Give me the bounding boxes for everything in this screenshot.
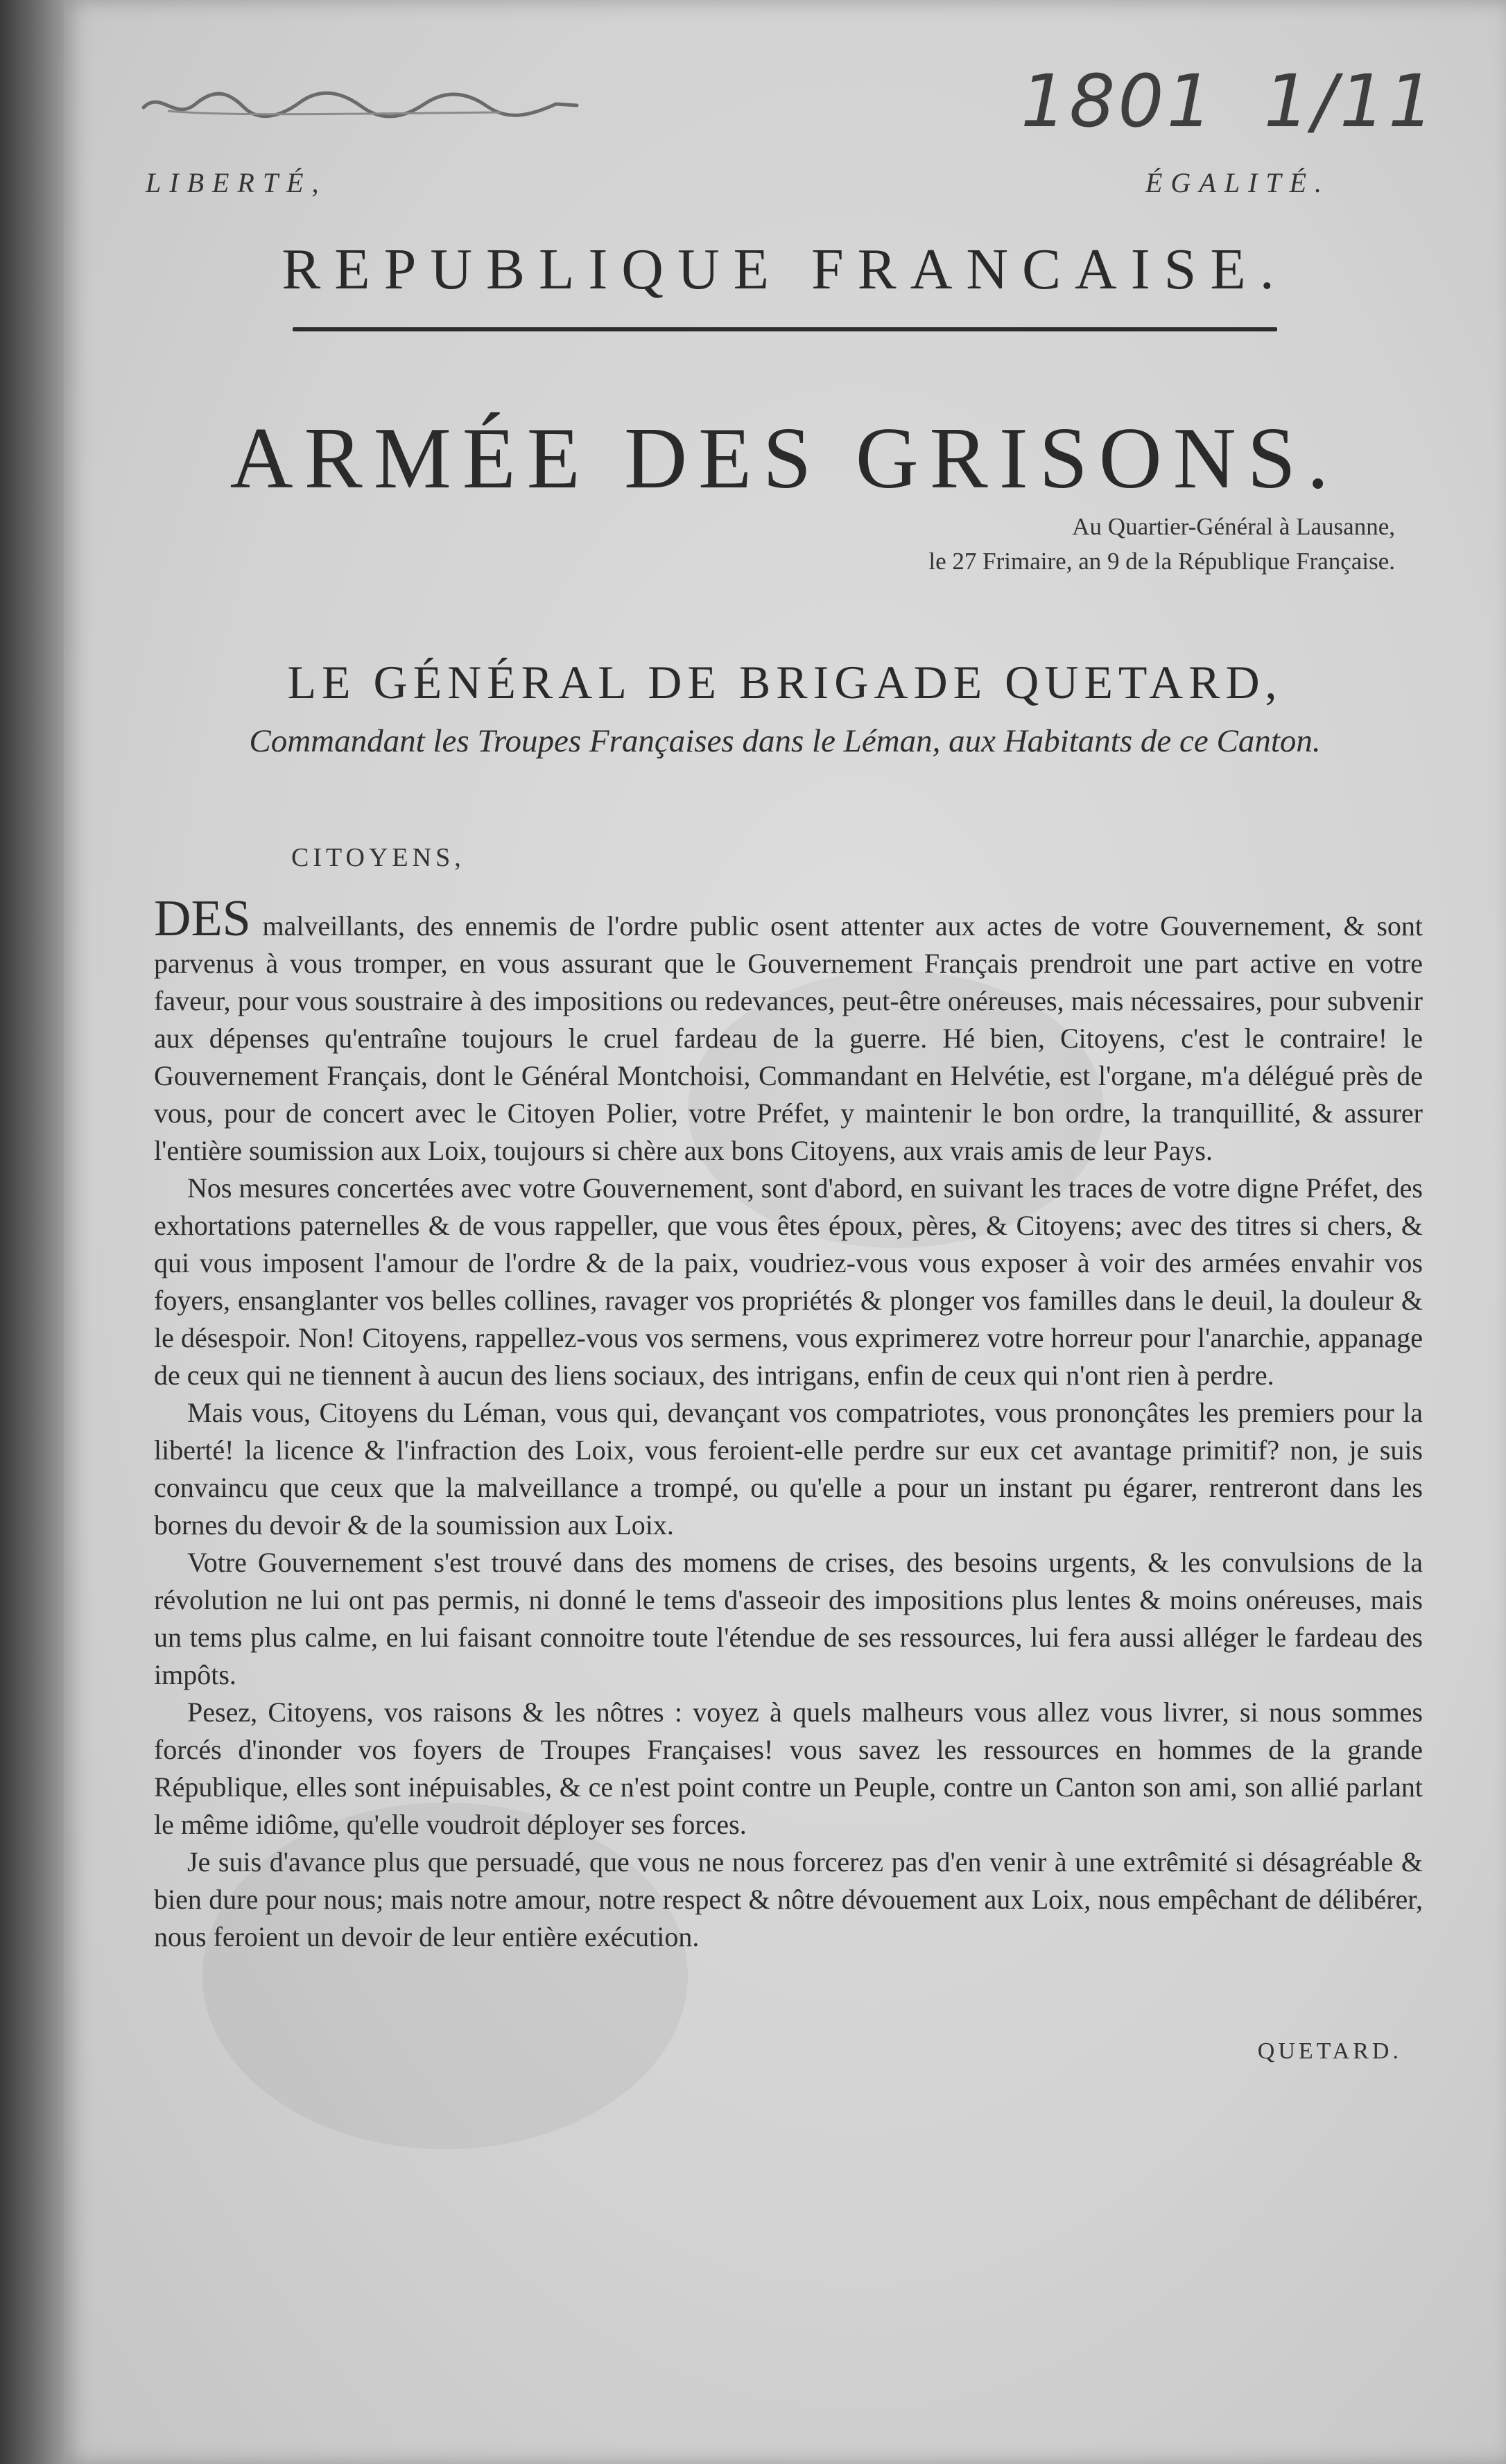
motto-liberte: LIBERTÉ,	[146, 167, 327, 198]
paragraph-1	[154, 890, 1423, 1170]
paragraph-5: Pesez, Citoyens, vos raisons & les nôtres : voyez à quels malheurs vous allez vous livrer, si nous sommes forcés d'inonder vos foyers de Troupes Françaises! vous savez les ressources en hommes de la grande République, elles sont inépuisables, & ce n'est point contre un Peuple, contre un Canton son ami, son allié parlant le même idiôme, qu'elle voudroit déployer ses forces.	[154, 1697, 1423, 1840]
author-title: LE GÉNÉRAL DE BRIGADE QUETARD,	[287, 656, 1283, 709]
paragraph-1-text: malveillants, des ennemis de l'ordre public osent attenter aux actes de votre Gouvernement, & sont parvenus à vous tromper, en vous assurant que le Gouvernement Français prendroit une part active en votre faveur, pour vous soustraire à des impositions ou redevances, peut-être onéreuses, mais nécessaires, pour subvenir aux dépenses qu'entraîne toujours le cruel fardeau de la guerre. Hé bien, Citoyens, c'est le contraire! le Gouvernement Français, dont le Général Montchoisi, Commandant en Helvétie, est l'organe, m'a délégué près de vous, pour de concert avec le Citoyen Polier, votre Préfet, y maintenir le bon ordre, la tranquillité, & assurer l'entière soumission aux Loix, toujours si chère aux bons Citoyens, aux vrais amis de leur Pays.	[154, 910, 1423, 1166]
greeting: CITOYENS,	[291, 843, 465, 872]
location-line-1: Au Quartier-Général à Lausanne,	[1072, 513, 1395, 540]
faded-handwriting	[140, 83, 584, 125]
paragraph-3: Mais vous, Citoyens du Léman, vous qui, devançant vos compatriotes, vous prononçâtes les premiers pour la liberté! la licence & l'infraction des Loix, vous feroient-elle perdre sur eux cet avantage primitif? non, je suis convaincu que ceux que la malveillance a trompé, ou qu'elle a pour un instant pu égarer, rentreront dans les bornes du devoir & de la soumission aux Loix.	[154, 1397, 1423, 1541]
location-line-2: le 27 Frimaire, an 9 de la République Française.	[928, 548, 1395, 575]
binding-edge	[0, 0, 64, 2464]
paper-sheet	[64, 0, 1506, 2464]
paragraph-2: Nos mesures concertées avec votre Gouvernement, sont d'abord, en suivant les traces de votre digne Préfet, des exhortations paternelles & de vous rappeller, que vous êtes époux, pères, & Citoyens; avec des titres si chers, & qui vous imposent l'amour de l'ordre & de la paix, voudriez-vous vous exposer à voir des armées envahir vos foyers, ensanglanter vos belles collines, ravager vos propriétés & plonger vos familles dans le deuil, la douleur & le désespoir. Non! Citoyens, rappellez-vous vos sermens, vous exprimerez votre horreur pour l'anarchie, appanage de ceux qui ne tiennent à aucun des liens sociaux, des intrigans, enfin de ceux qui n'ont rien à perdre.	[154, 1172, 1423, 1391]
drop-cap: DES	[154, 890, 251, 947]
page-title: ARMÉE DES GRISONS.	[230, 410, 1340, 507]
proclamation-body	[154, 890, 1423, 1956]
republic-heading: REPUBLIQUE FRANCAISE.	[282, 237, 1288, 302]
signature: QUETARD.	[1257, 2038, 1402, 2064]
author-subtitle: Commandant les Troupes Françaises dans le Léman, aux Habitants de ce Canton.	[249, 723, 1321, 759]
archive-folio: 1/11	[1263, 59, 1437, 144]
archive-year: 1801	[1021, 59, 1215, 144]
motto-egalite: ÉGALITÉ.	[1145, 167, 1330, 198]
header-rule	[293, 327, 1277, 331]
paragraph-6: Je suis d'avance plus que persuadé, que vous ne nous forcerez pas d'en venir à une extrêmité si désagréable & bien dure pour nous; mais notre amour, notre respect & nôtre dévouement aux Loix, nous empêchant de délibérer, nous feroient un devoir de leur entière exécution.	[154, 1846, 1423, 1952]
archive-mark	[1021, 59, 1437, 144]
paragraph-4: Votre Gouvernement s'est trouvé dans des momens de crises, des besoins urgents, & les convulsions de la révolution ne lui ont pas permis, ni donné le tems d'asseoir des impositions plus lentes & moins onéreuses, mais un tems plus calme, en lui faisant connoitre toute l'étendue de ses ressources, lui fera aussi alléger le fardeau des impôts.	[154, 1547, 1423, 1690]
